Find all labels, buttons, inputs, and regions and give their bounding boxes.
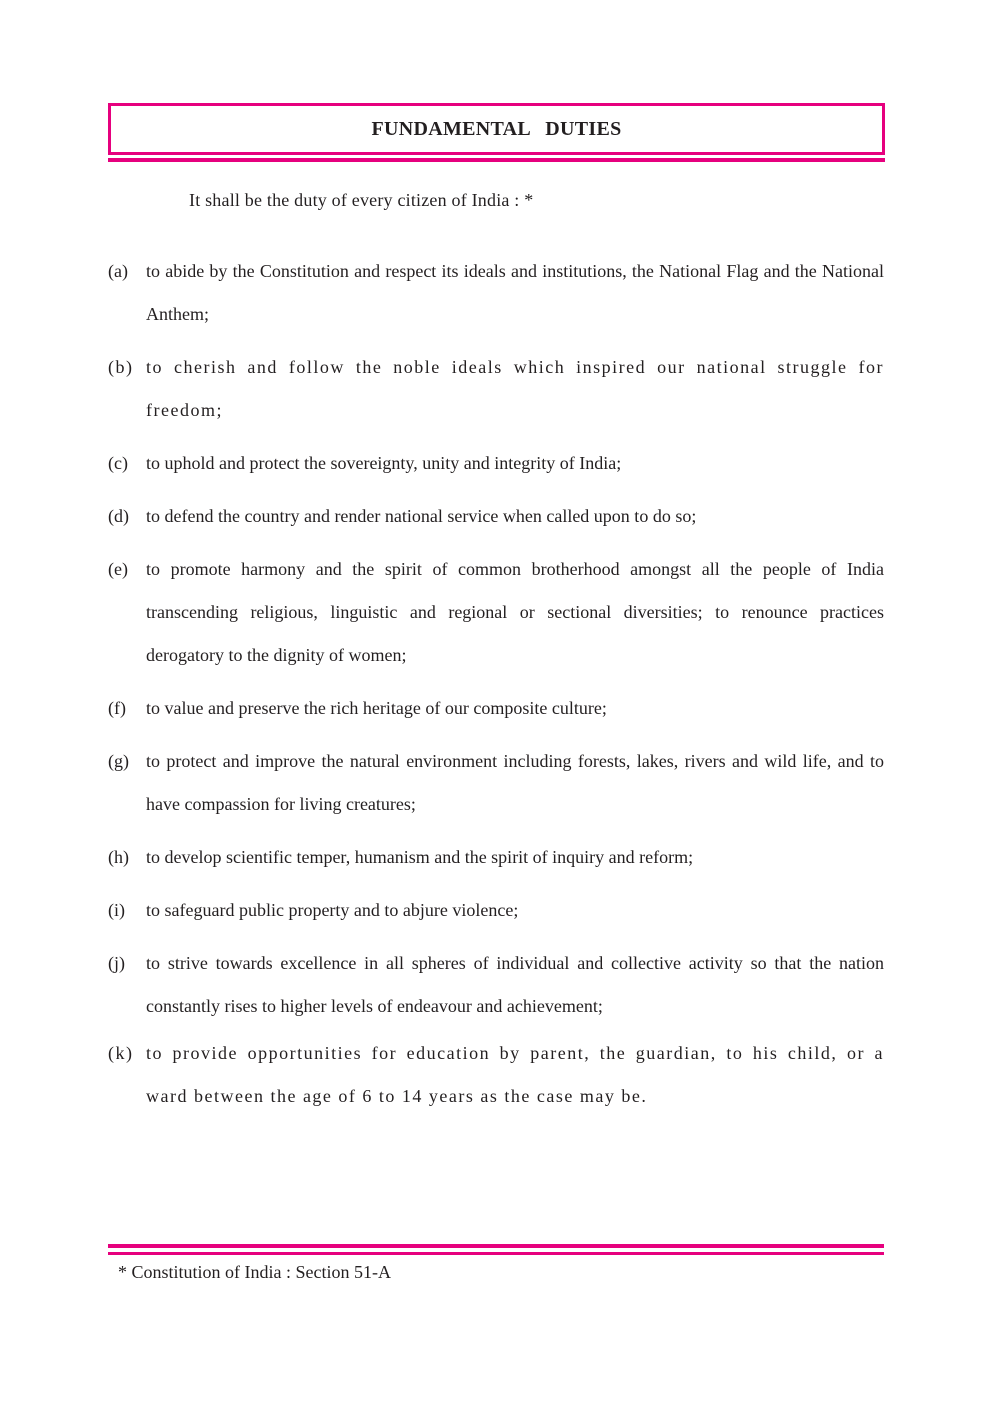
duty-text: to abide by the Constitution and respect its ideals and institutions, the National Flag and the National Anthem; [146,261,884,324]
title-box [108,103,885,155]
duty-item-b [108,346,884,432]
duty-item-j [108,942,884,1028]
duty-marker: (a) [108,261,128,281]
duty-marker: (g) [108,751,129,771]
duty-text: to protect and improve the natural environment including forests, lakes, rivers and wild life, and to have compassion for living creatures; [146,751,884,814]
duty-item-a [108,250,884,336]
duty-item-e [108,548,884,677]
duty-item-f [108,687,884,730]
footer-rule [108,1244,884,1248]
duty-text: to promote harmony and the spirit of common brotherhood amongst all the people of India transcending religious, linguistic and regional or sectional diversities; to renounce practices derogatory to the dignity of women; [146,559,884,665]
duty-text: to cherish and follow the noble ideals which inspired our national struggle for freedom; [146,357,884,420]
duty-text: to strive towards excellence in all spheres of individual and collective activity so that the nation constantly rises to higher levels of endeavour and achievement; [146,953,884,1016]
duty-marker: (c) [108,453,128,473]
duty-marker: (e) [108,559,128,579]
footnote: * Constitution of India : Section 51-A [118,1262,391,1282]
duty-text: to develop scientific temper, humanism and the spirit of inquiry and reform; [146,847,694,867]
duty-text: to provide opportunities for education by parent, the guardian, to his child, or a ward between the age of 6 to 14 years as the case may be. [146,1043,884,1106]
duty-text: to value and preserve the rich heritage of our composite culture; [146,698,607,718]
intro-text: It shall be the duty of every citizen of India : * [189,190,534,210]
duty-item-k [108,1032,884,1118]
title-underline [108,158,885,162]
duty-marker: (k) [108,1043,134,1063]
duty-marker: (j) [108,953,125,973]
duty-item-c [108,442,884,485]
duty-text: to defend the country and render national service when called upon to do so; [146,506,697,526]
page-title: FUNDAMENTAL DUTIES [371,117,622,140]
duty-item-g [108,740,884,826]
duty-marker: (b) [108,357,134,377]
duty-text: to safeguard public property and to abjure violence; [146,900,519,920]
duty-text: to uphold and protect the sovereignty, unity and integrity of India; [146,453,622,473]
duty-item-i [108,889,884,932]
duty-item-d [108,495,884,538]
duty-marker: (f) [108,698,126,718]
footer-rule-secondary [108,1252,884,1255]
duty-item-h [108,836,884,879]
duty-marker: (i) [108,900,125,920]
duty-marker: (d) [108,506,129,526]
duty-marker: (h) [108,847,129,867]
